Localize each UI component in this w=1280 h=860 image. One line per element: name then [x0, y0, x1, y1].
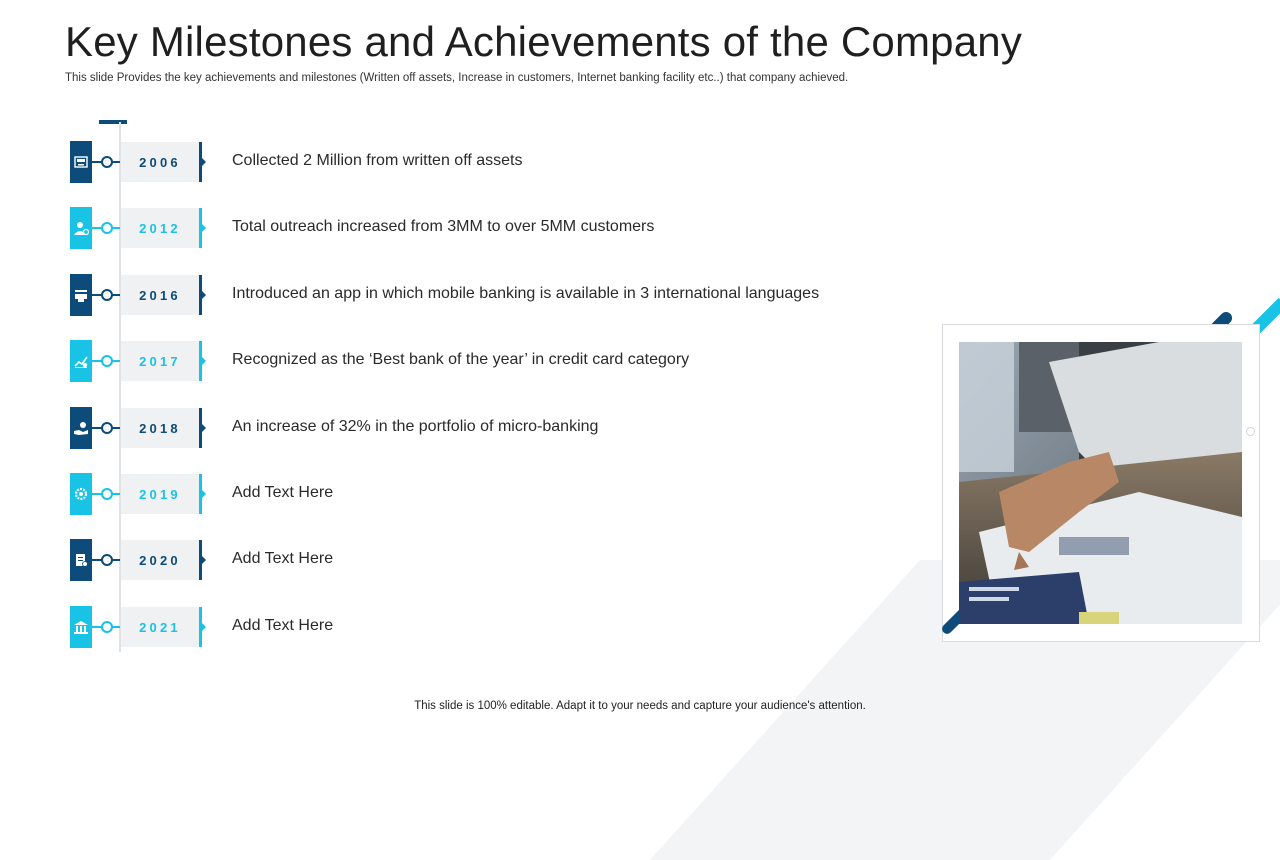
timeline-dot — [101, 422, 113, 434]
milestone-row — [0, 606, 900, 648]
business-meeting-photo — [959, 342, 1242, 624]
milestone-row — [0, 274, 900, 316]
year-arrow-icon — [202, 556, 206, 564]
milestone-text: Add Text Here — [232, 617, 334, 634]
bank-card-icon — [70, 274, 92, 316]
hand-coin-icon — [70, 407, 92, 449]
milestone-row — [0, 473, 900, 515]
milestone-text: Collected 2 Million from written off assets — [232, 152, 523, 169]
year-label: 2016 — [121, 275, 199, 315]
customer-growth-icon — [70, 207, 92, 249]
timeline-dot — [101, 156, 113, 168]
year-label: 2021 — [121, 607, 199, 647]
milestone-row — [0, 141, 900, 183]
milestone-row — [0, 407, 900, 449]
year-arrow-icon — [202, 424, 206, 432]
milestone-text: An increase of 32% in the portfolio of micro-banking — [232, 418, 599, 435]
timeline-dot — [101, 488, 113, 500]
year-label: 2017 — [121, 341, 199, 381]
year-label: 2018 — [121, 408, 199, 448]
footer-note: This slide is 100% editable. Adapt it to your needs and capture your audience's attention. — [414, 700, 866, 712]
timeline-dot — [101, 222, 113, 234]
year-arrow-icon — [202, 357, 206, 365]
document-dollar-icon — [70, 539, 92, 581]
bank-building-icon — [70, 606, 92, 648]
milestone-text: Introduced an app in which mobile banking is available in 3 international languages — [232, 285, 820, 302]
growth-chart-icon — [70, 340, 92, 382]
page-subtitle: This slide Provides the key achievements and milestones (Written off assets, Increase in customers, Internet banking facility etc..) that company achieved. — [65, 72, 849, 84]
timeline-dot — [101, 621, 113, 633]
year-arrow-icon — [202, 224, 206, 232]
timeline-dot — [101, 554, 113, 566]
frame-dot — [1246, 427, 1255, 436]
timeline-top-cap — [99, 120, 127, 124]
year-arrow-icon — [202, 158, 206, 166]
timeline-dot — [101, 355, 113, 367]
milestone-row — [0, 539, 900, 581]
page-title: Key Milestones and Achievements of the Company — [65, 18, 1023, 65]
year-label: 2012 — [121, 208, 199, 248]
milestone-text: Add Text Here — [232, 484, 334, 501]
year-arrow-icon — [202, 490, 206, 498]
year-arrow-icon — [202, 291, 206, 299]
gear-dollar-icon — [70, 473, 92, 515]
milestone-text: Total outreach increased from 3MM to over 5MM customers — [232, 218, 655, 235]
milestone-row — [0, 340, 900, 382]
year-label: 2020 — [121, 540, 199, 580]
timeline-dot — [101, 289, 113, 301]
atm-machine-icon — [70, 141, 92, 183]
milestone-row — [0, 207, 900, 249]
year-label: 2006 — [121, 142, 199, 182]
year-label: 2019 — [121, 474, 199, 514]
milestone-text: Add Text Here — [232, 550, 334, 567]
milestone-text: Recognized as the ‘Best bank of the year’ in credit card category — [232, 351, 690, 368]
year-arrow-icon — [202, 623, 206, 631]
